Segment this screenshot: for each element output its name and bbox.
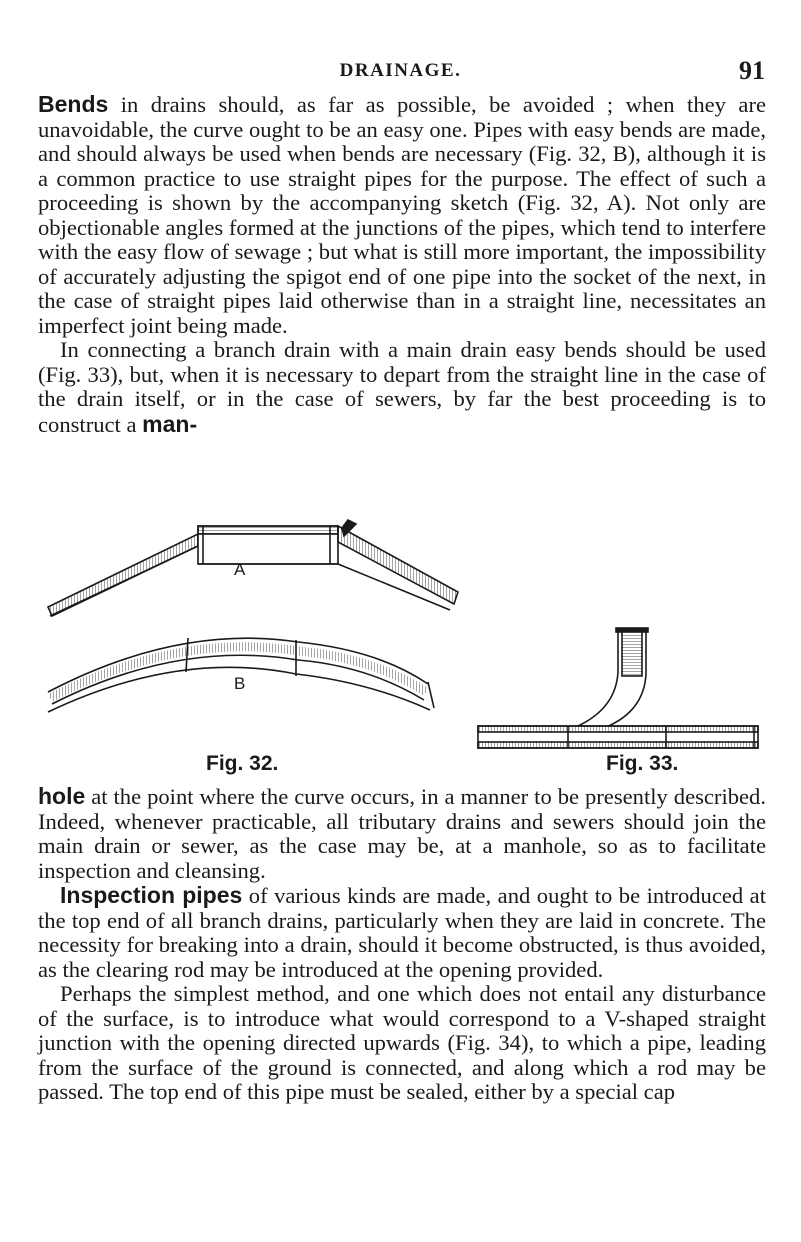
running-title: DRAINAGE.: [339, 60, 462, 81]
fig33-branch-junction: [478, 628, 758, 748]
fig32-a-straight-pipes: [48, 520, 458, 616]
fig32-caption: Fig. 32.: [206, 752, 279, 775]
paragraph-text: of various kinds are made, and ought to be introduced at the top end of all branch drains, particularly when they are laid in concrete. The necessity for breaking into a drain, should it become obstructed, is thus avoided, as the clearing rod may be introduced at the opening provided.: [38, 883, 766, 982]
paragraph-trail: man-: [142, 410, 198, 437]
running-head: [0, 56, 801, 86]
fig33-caption: Fig. 33.: [606, 752, 679, 775]
paragraph-lead: hole: [38, 783, 86, 809]
figures-area: [38, 512, 766, 782]
paragraph-text: Perhaps the simplest method, and one which does not entail any disturbance of the surface, is to introduce what would correspond to a V-shaped straight junction with the opening directed upwards (Fig. 34), to which a pipe, leading from the surface of the ground is connected, and along which a rod may be passed. The top end of this pipe must be sealed, either by a special cap: [38, 981, 766, 1104]
paragraph-branch-drain: [38, 338, 766, 437]
paragraph-manhole: [38, 784, 766, 883]
paragraph-lead: Inspection pipes: [60, 882, 243, 908]
text-block-top: [38, 92, 766, 437]
page-number: 91: [739, 56, 765, 85]
paragraph-simplest-method: [38, 982, 766, 1105]
text-block-bottom: [38, 784, 766, 1105]
paragraph-inspection-pipes: [38, 883, 766, 982]
paragraph-text: in drains should, as far as possible, be avoided ; when they are unavoidable, the curve ought to be an easy one. Pipes with easy bends are made, and should always be used when bends are necessary (Fig. 32, B), although it is a common practice to use straight pipes for the purpose. The effect of such a proceeding is shown by the accompanying sketch (Fig. 32, A). Not only are objectionable angles formed at the junctions of the pipes, which tend to interfere with the easy flow of sewage ; but what is still more important, the impossibility of accurately adjusting the spigot end of one pipe into the socket of the next, in the case of straight pipes laid otherwise than in a straight line, necessitates an imperfect joint being made.: [38, 92, 766, 338]
paragraph-text: at the point where the curve occurs, in a manner to be presently described. Indeed, whenever practicable, all tributary drains and sewers should join the main drain or sewer, as the case may be, at a manhole, so as to facilitate inspection and cleansing.: [38, 784, 766, 883]
drain-figures-illustration: [38, 512, 766, 782]
fig32-label-b: B: [234, 674, 246, 693]
fig32-label-a: A: [234, 560, 246, 579]
paragraph-lead: Bends: [38, 91, 109, 117]
paragraph-bends: [38, 92, 766, 338]
paragraph-text: In connecting a branch drain with a main drain easy bends should be used (Fig. 33), but, when it is necessary to depart from the straight line in the case of the drain itself, or in the case of sewers, by far the best proceeding is to construct a: [38, 337, 766, 437]
